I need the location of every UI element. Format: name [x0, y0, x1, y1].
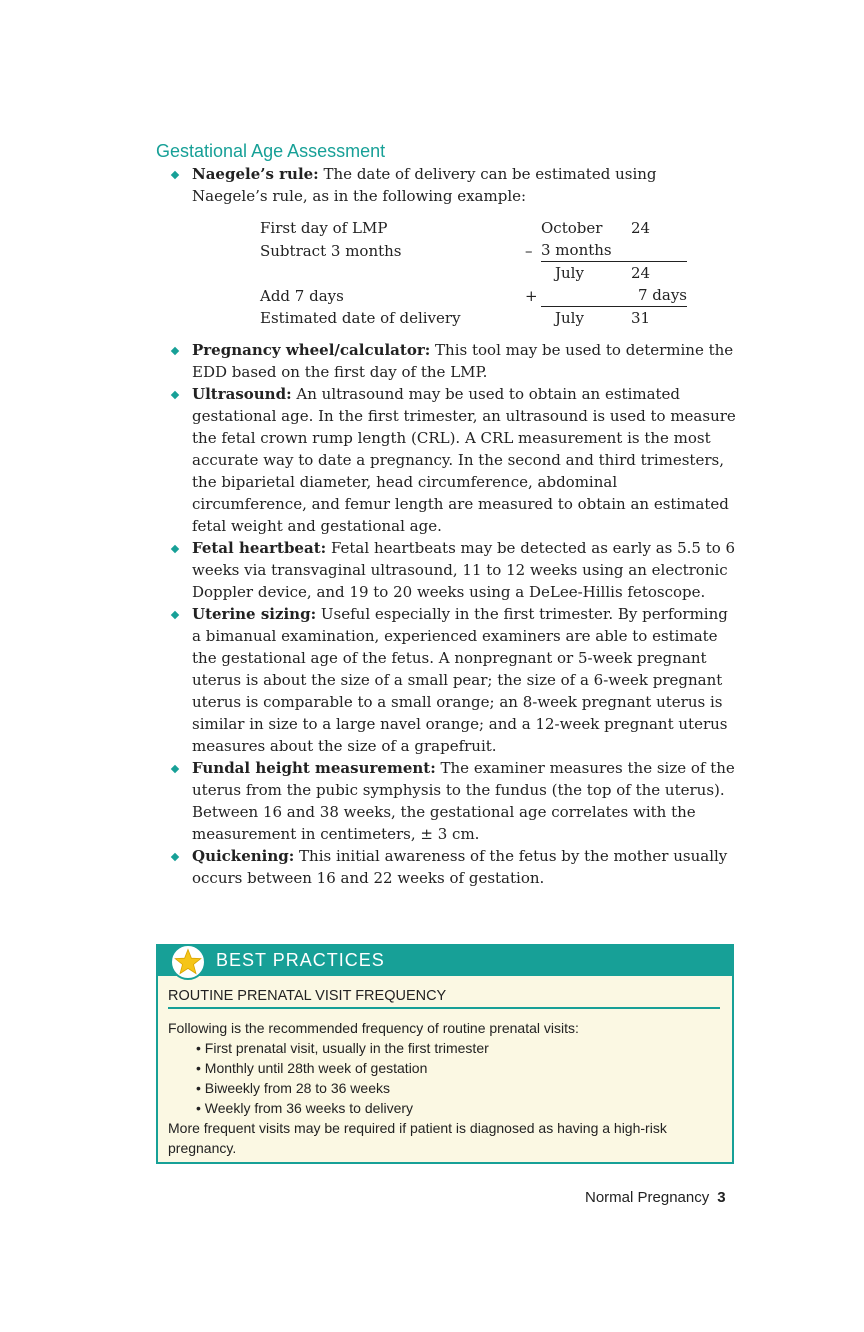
table-row [260, 239, 687, 262]
row-day: 24 [631, 219, 651, 237]
diamond-bullet-icon [171, 171, 179, 179]
table-row [260, 217, 687, 239]
table-row [260, 284, 687, 307]
row-label: First day of LMP [260, 219, 388, 237]
row-operator: – [525, 241, 533, 260]
best-practices-title: BEST PRACTICES [216, 950, 385, 970]
best-practices-header [158, 946, 732, 976]
row-operator: + [525, 286, 538, 305]
bullet-fundal-height [170, 757, 736, 845]
best-practices-intro: Following is the recommended frequency of routine prenatal visits: [168, 1020, 579, 1036]
list-item: • Weekly from 36 weeks to delivery [196, 1098, 724, 1118]
table-row [260, 262, 687, 285]
bullet-uterine-sizing [170, 603, 736, 757]
bullet-term: Naegele’s rule: [192, 165, 319, 183]
row-label: Estimated date of delivery [260, 309, 461, 327]
diamond-bullet-icon [171, 853, 179, 861]
best-practices-box [156, 944, 734, 1164]
list-item: • Biweekly from 28 to 36 weeks [196, 1078, 724, 1098]
row-month: October [541, 219, 603, 237]
best-practices-body [168, 1018, 724, 1158]
diamond-bullet-icon [171, 347, 179, 355]
page-number: 3 [717, 1189, 726, 1206]
row-value: 3 months [541, 239, 687, 262]
bullet-text: An ultrasound may be used to obtain an estimated gestational age. In the first trimester, an ultrasound is used to measure the fetal crown rump length (CRL). A CRL measurement is the most accurate way to date a pregnancy. In the second and third trimesters, the biparietal diameter, head circumference, abdominal circumference, and femur length are measured to obtain an estimated fetal weight and gestational age. [192, 385, 736, 535]
bullet-term: Quickening: [192, 847, 295, 865]
diamond-bullet-icon [171, 391, 179, 399]
bullet-text: This tool may be used to determine the EDD based on the first day of the LMP. [192, 341, 734, 381]
bullet-text: The examiner measures the size of the uterus from the pubic symphysis to the fundus (the top of the uterus). Between 16 and 38 weeks, the gestational age correlates with the measurement in centimeters, ± 3 cm. [192, 759, 735, 843]
star-icon [174, 948, 202, 976]
row-month: July [555, 264, 584, 282]
diamond-bullet-icon [171, 611, 179, 619]
row-label: Subtract 3 months [260, 241, 402, 260]
list-item: • First prenatal visit, usually in the first trimester [196, 1038, 724, 1058]
diamond-bullet-icon [171, 545, 179, 553]
bullet-text: Fetal heartbeats may be detected as early as 5.5 to 6 weeks via transvaginal ultrasound, 11 to 12 weeks using an electronic Doppler device, and 19 to 20 weeks using a DeLee-Hillis fetoscope. [192, 539, 736, 601]
visit-frequency-list [168, 1038, 724, 1118]
list-item: • Monthly until 28th week of gestation [196, 1058, 724, 1078]
bullet-fetal-heartbeat [170, 537, 736, 603]
row-day: 31 [631, 309, 651, 327]
best-practices-outro: More frequent visits may be required if patient is diagnosed as having a high-risk pregnancy. [168, 1120, 667, 1156]
bullet-text: Useful especially in the first trimester. By performing a bimanual examination, experienced examiners are able to estimate the gestational age of the fetus. A nonpregnant or 5-week pregnant uterus is about the size of a small pear; the size of a 6-week pregnant uterus is comparable to a small orange; an 8-week pregnant uterus is similar in size to a large navel orange; and a 12-week pregnant uterus measures about the size of a grapefruit. [192, 605, 728, 755]
naegele-example-table [260, 217, 687, 329]
bullet-term: Fetal heartbeat: [192, 539, 327, 557]
bullet-list [170, 163, 736, 889]
table-row [260, 307, 687, 330]
bullet-term: Uterine sizing: [192, 605, 317, 623]
bullet-term: Fundal height measurement: [192, 759, 436, 777]
bullet-pregnancy-wheel [170, 339, 736, 383]
chapter-title: Normal Pregnancy [585, 1189, 710, 1206]
row-label: Add 7 days [260, 286, 344, 305]
page-footer [585, 1189, 726, 1206]
bullet-quickening [170, 845, 736, 889]
bullet-ultrasound [170, 383, 736, 537]
row-value: 7 days [541, 284, 687, 307]
diamond-bullet-icon [171, 765, 179, 773]
best-practices-subtitle: ROUTINE PRENATAL VISIT FREQUENCY [168, 988, 720, 1009]
bullet-term: Pregnancy wheel/calculator: [192, 341, 431, 359]
row-day: 24 [631, 264, 651, 282]
row-month: July [555, 309, 584, 327]
bullet-term: Ultrasound: [192, 385, 292, 403]
bullet-text: This initial awareness of the fetus by the mother usually occurs between 16 and 22 weeks of gestation. [192, 847, 728, 887]
section-title: Gestational Age Assessment [156, 141, 386, 161]
star-badge [170, 944, 206, 980]
bullet-text: The date of delivery can be estimated using Naegele’s rule, as in the following example: [192, 165, 657, 205]
bullet-naegele [170, 163, 736, 329]
